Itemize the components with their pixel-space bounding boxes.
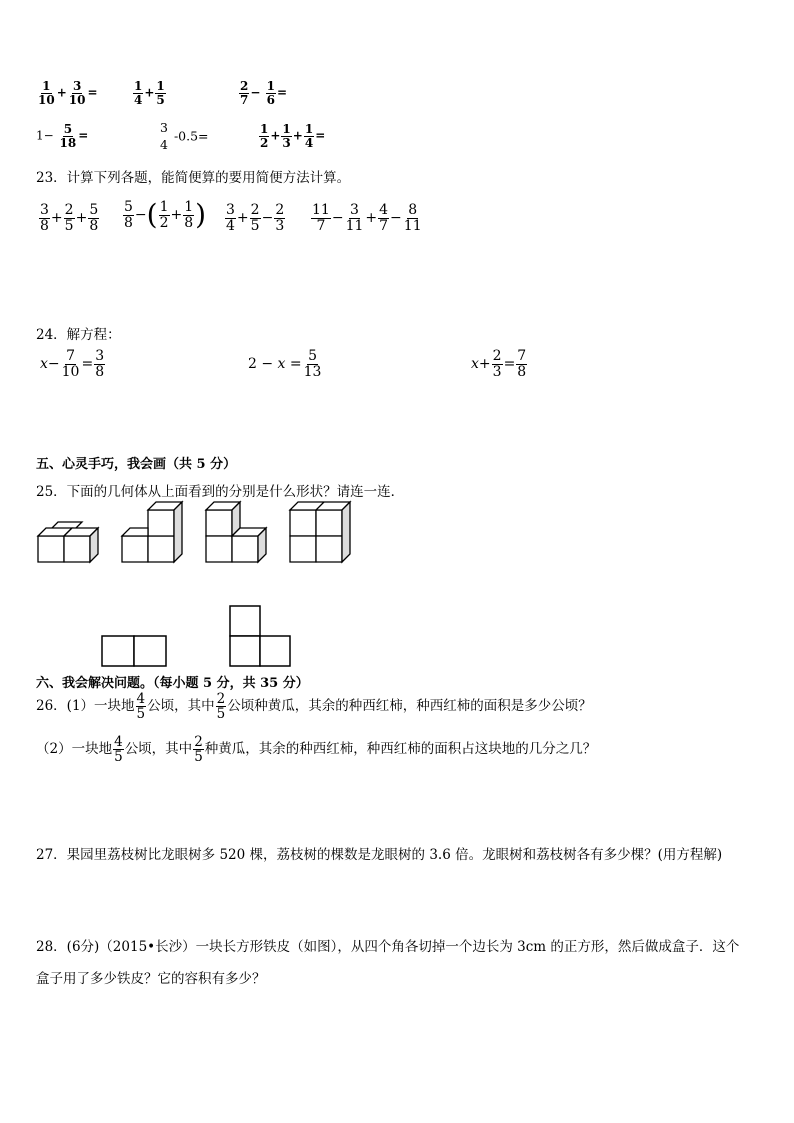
- q23-expression-1: $\frac{3}{8}$ + $\frac{2}{5}$ + $\frac{5}{8}$: [40, 202, 99, 234]
- prev-exercise-5: 3 4 -0.5=: [160, 120, 209, 152]
- solid-1: [38, 522, 98, 562]
- q25-top-views: [96, 604, 296, 668]
- solid-2: [122, 502, 182, 562]
- top-view-1-left: [102, 636, 134, 666]
- top-view-2-bottom-right: [260, 636, 290, 666]
- q23-expression-2: $\frac{5}{8}$ −( $\frac{1}{2}$ + $\frac{1}{8}$ ): [124, 198, 207, 232]
- solid-3: [206, 502, 266, 562]
- prev-exercise-6: $\frac{1}{2}$ + $\frac{1}{3}$ + $\frac{1}{4}$ =: [260, 122, 326, 150]
- q23-expression-4: $\frac{11}{7}$ − $\frac{3}{11}$ + $\frac{4}{7}$ − $\frac{8}{11}$: [312, 202, 422, 234]
- top-view-1-right: [134, 636, 166, 666]
- q24-label: 24．解方程：: [36, 327, 121, 343]
- prev-exercise-3: $\frac{2}{7}$ − $\frac{1}{6}$ =: [240, 79, 288, 107]
- prev-exercise-2: $\frac{1}{4}$ + $\frac{1}{5}$: [134, 79, 165, 107]
- q23-expression-3: $\frac{3}{4}$ + $\frac{2}{5}$ − $\frac{2}{3}$: [226, 202, 285, 234]
- prev-exercise-4: 1− $\frac{5}{18}$ =: [36, 122, 89, 150]
- section-6-title: 六、我会解决问题。（每小题 5 分，共 35 分）: [36, 676, 309, 691]
- q25-label: 25．下面的几何体从上面看到的分别是什么形状？请连一连．: [36, 484, 405, 500]
- q26-part-2: （2）一块地 $\frac{4}{5}$ 公顷，其中 $\frac{2}{5}$ 种黄瓜，其余的种西红柿，种西红柿的面积占这块地的几分之几？: [36, 734, 597, 766]
- prev-exercise-1: $\frac{1}{10}$ + $\frac{3}{10}$ =: [38, 79, 98, 107]
- q25-solids-figure: [34, 500, 364, 570]
- solid-4: [290, 502, 350, 562]
- q26-part-1: 26．(1）一块地 $\frac{4}{5}$ 公顷，其中 $\frac{2}{5}$ 公顷种黄瓜，其余的种西红柿，种西红柿的面积是多少公顷？: [36, 691, 592, 723]
- q24-equation-3: x+ $\frac{2}{3}$ = $\frac{7}{8}$: [471, 348, 527, 380]
- top-view-2-top: [230, 606, 260, 636]
- q27-text: 27．果园里荔枝树比龙眼树多 520 棵，荔枝树的棵数是龙眼树的 3.6 倍。龙眼树和荔枝树各有多少棵？(用方程解): [36, 847, 723, 863]
- q24-equation-2: 2 − x = $\frac{5}{13}$: [248, 348, 322, 380]
- section-5-title: 五、心灵手巧，我会画（共 5 分）: [36, 457, 237, 472]
- top-view-2-bottom-left: [230, 636, 260, 666]
- q28-line-2: 盒子用了多少铁皮？它的容积有多少？: [36, 971, 266, 987]
- q23-label: 23．计算下列各题，能简便算的要用简便方法计算。: [36, 170, 351, 186]
- q28-line-1: 28．(6分)（2015•长沙）一块长方形铁皮（如图），从四个角各切掉一个边长为 3cm 的正方形，然后做成盒子．这个: [36, 939, 740, 955]
- q24-equation-1: x− $\frac{7}{10}$ = $\frac{3}{8}$: [40, 348, 105, 380]
